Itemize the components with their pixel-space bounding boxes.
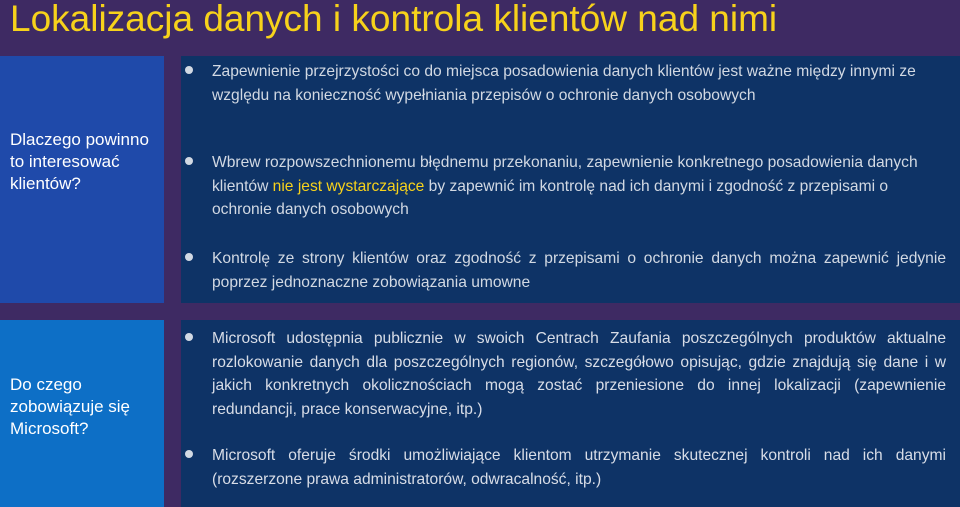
slide-title: Lokalizacja danych i kontrola klientów nad nimi bbox=[10, 0, 778, 39]
bullet-dot-icon bbox=[185, 450, 193, 458]
bullet-item bbox=[181, 247, 960, 294]
bullet-highlight-text: nie jest wystarczające bbox=[272, 177, 425, 195]
question-label-why-customers: Dlaczego powinno to interesować klientów? bbox=[10, 130, 149, 193]
question-box-why-customers bbox=[0, 56, 164, 303]
bullet-text: Zapewnienie przejrzystości co do miejsca posadowienia danych klientów jest ważne między innymi ze względu na konieczność wypełniania przepisów o ochronie danych osobowych bbox=[212, 63, 916, 104]
bullet-dot-icon bbox=[185, 253, 193, 261]
content-panel-microsoft-commitments bbox=[181, 320, 960, 507]
bullet-text: Kontrolę ze strony klientów oraz zgodność z przepisami o ochronie danych można zapewnić jedynie poprzez jednoznaczne zobowiązania umowne bbox=[212, 250, 946, 291]
bullet-dot-icon bbox=[185, 333, 193, 341]
bullet-text: Microsoft oferuje środki umożliwiające klientom utrzymanie skutecznej kontroli nad ich danymi (rozszerzone prawa administratorów, odwracalność, itp.) bbox=[212, 447, 946, 488]
bullet-dot-icon bbox=[185, 157, 193, 165]
bullet-item bbox=[181, 60, 960, 107]
question-box-microsoft-commitments bbox=[0, 320, 164, 507]
bullet-item bbox=[181, 444, 960, 491]
content-panel-why-customers bbox=[181, 56, 960, 303]
bullet-text: by zapewnić im kontrolę nad ich danymi i zgodność z przepisami o ochronie danych osobowych bbox=[212, 177, 889, 218]
bullet-text: Microsoft udostępnia publicznie w swoich Centrach Zaufania poszczególnych produktów aktualne rozlokowanie danych dla poszczególnych regionów, szczegółowo opisując, gdzie znajdują się dane i w jakich konkretnych okolicznościach mogą zostać przeniesione do innej lokalizacji (zapewnienie redundancji, prace konserwacyjne, itp.) bbox=[212, 330, 946, 418]
bullet-dot-icon bbox=[185, 66, 193, 74]
question-label-microsoft-commitments: Do czego zobowiązuje się Microsoft? bbox=[10, 375, 131, 438]
bullet-item bbox=[181, 151, 960, 222]
bullet-text: Wbrew rozpowszechnionemu błędnemu przekonaniu, zapewnienie konkretnego posadowienia danych klientów bbox=[212, 154, 918, 195]
bullet-item bbox=[181, 327, 960, 421]
